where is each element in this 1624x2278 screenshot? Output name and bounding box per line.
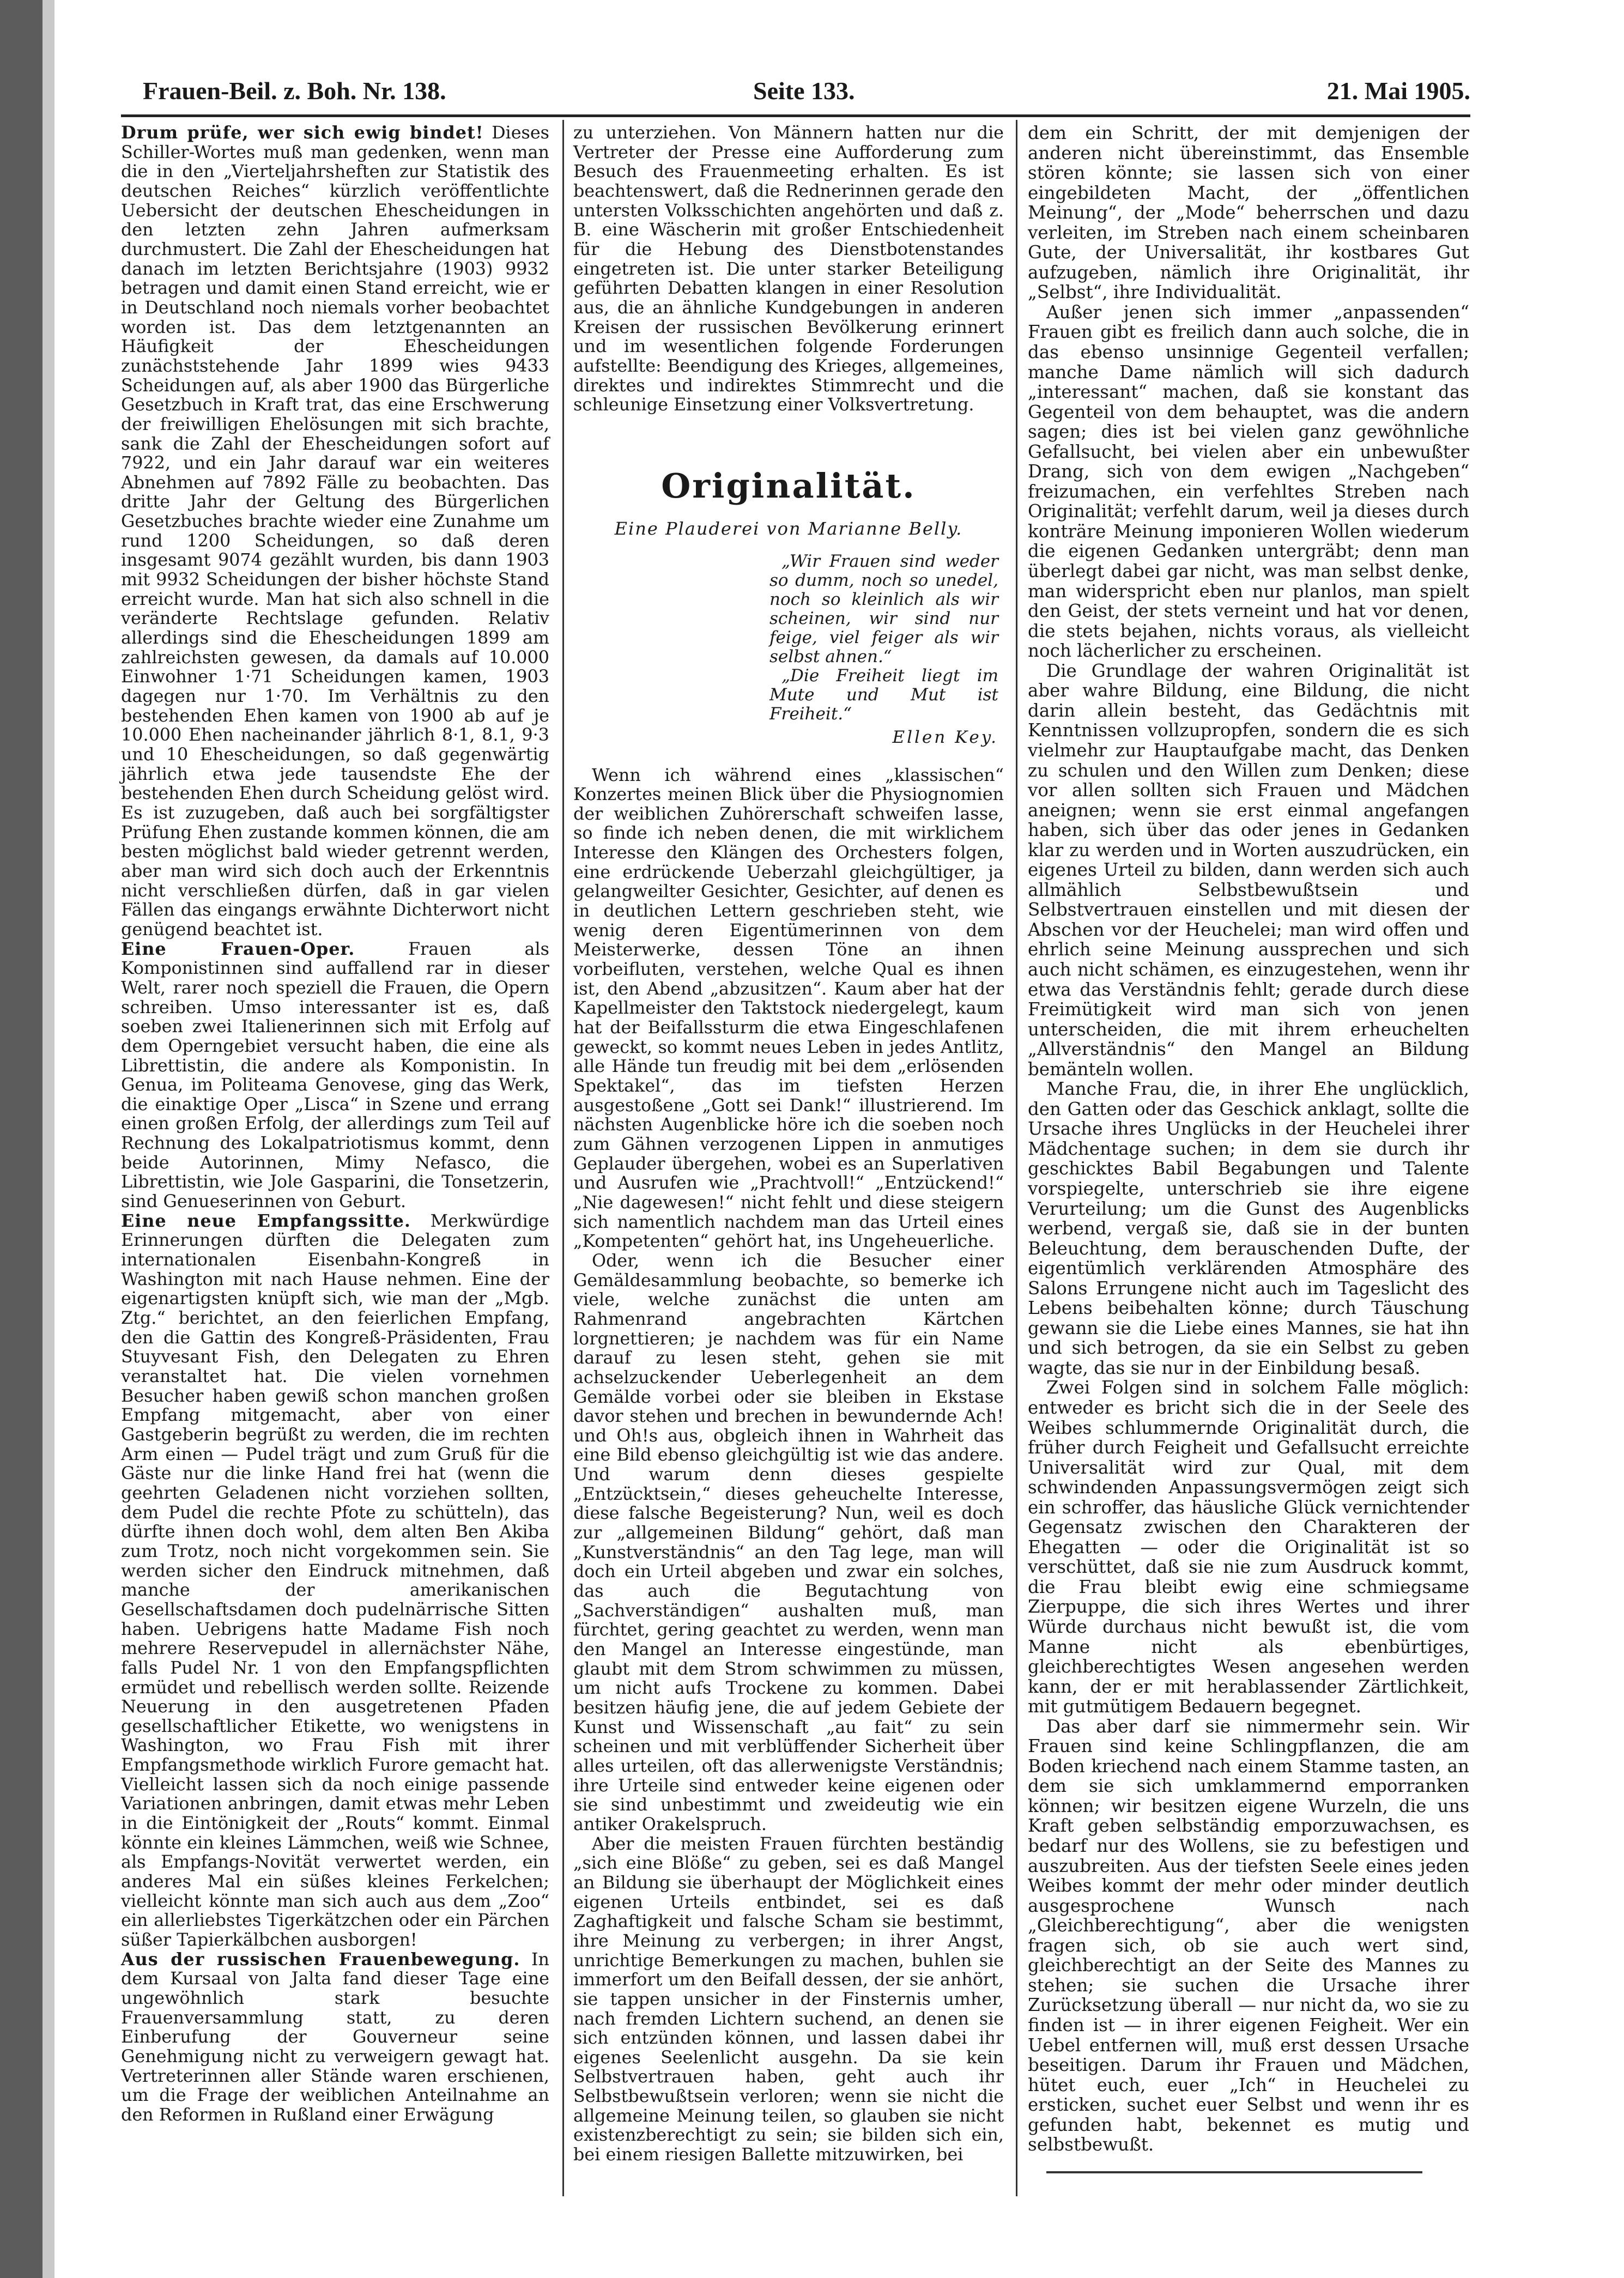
header-rule — [121, 114, 1470, 117]
article-heading: Eine Frauen-Oper. — [121, 938, 355, 959]
scan-edge-dark — [0, 0, 43, 2278]
page-header — [121, 76, 1470, 114]
paragraph: Das aber darf sie nimmermehr sein. Wir Frauen sind keine Schlingpflanzen, die am Boden kriechend nach einem Stamme tasten, an dem sie sich umklammernd emporranken können; wir besitzen eigene Wurzeln, die uns Kraft geben selbständig emporzuwachsen, es bedarf nur des Wollens, sie zu befestigen und auszubreiten. Aus der tiefsten Seele eines jeden Weibes kommt der mehr oder minder deutlich ausgesprochene Wunsch nach „Gleichberechtigung“, aber die wenigsten fragen sich, ob sie auch wert sind, gleichberechtigt an der Seite des Mannes zu stehen; sie suchen die Ursache ihrer Zurücksetzung überall — nur nicht da, wo sie zu finden ist — in ihrer eigenen Feigheit. Wer ein Uebel entfernen will, muß erst dessen Ursache beseitigen. Darum ihr Frauen und Mädchen, hütet euch, euer „Ich“ in Heuchelei zu ersticken, suchet euer Selbst und wenn ihr es gefunden habt, bekennet es mutig und selbstbewußt. — [1028, 1716, 1469, 2155]
paragraph: dem ein Schritt, der mit demjenigen der anderen nicht übereinstimmt, das Ensemble stören könnte; sie lassen sich von einer eingebildeten Macht, der „öffentlichen Meinung“, der „Mode“ beherrschen und dazu verleiten, im Streben nach einem scheinbaren Gute, der Universalität, ihr kostbares Gut aufzugeben, nämlich ihre Originalität, ihr „Selbst“, ihre Individualität. — [1028, 123, 1469, 303]
article-heading: Drum prüfe, wer sich ewig bindet! — [121, 123, 484, 143]
article-end-rule — [1046, 2171, 1422, 2173]
column-2 — [573, 123, 1004, 2165]
article-body: Frauen als Komponistinnen sind auffallend rar in dieser Welt, rarer noch speziell die Frauen, die Opern schreiben. Umso interessanter ist es, daß soeben zwei Italienerinnen sich mit Erfolg auf dem Operngebiet versucht haben, die eine als Librettistin, die andere als Komponistin. In Genua, im Politeama Genovese, ging das Werk, die einaktige Oper „Lisca“ in Szene und errang einen großen Erfolg, der allerdings zum Teil auf Rechnung des Lokalpatriotismus kommt, denn beide Autorinnen, Mimy Nefasco, die Librettistin, wie Jole Gasparini, die Tonsetzerin, sind Genueserinnen von Geburt. — [121, 938, 549, 1212]
article-body: In dem Kursaal von Jalta fand dieser Tage eine ungewöhnlich stark besuchte Frauenversammlung statt, zu deren Einberufung der Gouverneur seine Genehmigung nicht zu verweigern gewagt hat. Vertreterinnen aller Stände waren erschienen, um die Frage der weiblichen Anteilnahme an den Reformen in Rußland einer Erwägung — [121, 1949, 549, 2125]
feuilleton-subtitle: Eine Plauderei von Marianne Belly. — [614, 518, 963, 539]
epigraph — [769, 552, 998, 747]
article-russia — [121, 1950, 549, 2125]
epigraph-quote: „Die Freiheit liegt im Mute und Mut ist Freiheit.“ — [769, 665, 998, 724]
header-issue: Frauen-Beil. z. Boh. Nr. 138. — [143, 77, 446, 105]
paragraph: Manche Frau, die, in ihrer Ehe unglücklich, den Gatten oder das Geschick anklagt, sollte die Ursache ihres Unglücks in der Heuchelei ihrer Mädchentage suchen; in dem sie durch ihr geschicktes Babil Begabungen und Talente vorspiegelte, unterschrieb sie ihre eigene Verurteilung; um die Gunst des Augenblicks werbend, vergaß sie, daß sie in der bunten Beleuchtung, dem berauschenden Dufte, der eigentümlich verklärenden Atmosphäre des Salons Errungene nicht auch im Tageslicht des Lebens beibehalten könne; durch Täuschung gewann sie die Liebe eines Mannes, sie hat ihn und sich betrogen, da sie ein Selbst zu geben wagte, das sie nur in der Einbildung besaß. — [1028, 1079, 1469, 1378]
epigraph-quote: „Wir Frauen sind weder so dumm, noch so unedel, noch so kleinlich als wir scheinen, wir sind nur feige, viel feiger als wir selbst ahnen.“ — [769, 551, 998, 667]
paragraph: Die Grundlage der wahren Originalität ist aber wahre Bildung, eine Bildung, die nicht darin allein besteht, das Gedächtnis mit Kenntnissen vollzupropfen, sondern die es sich vielmehr zur Hauptaufgabe macht, das Denken zu schulen und den Willen zum Denken; diese vor allen sollten sich Frauen und Mädchen aneignen; wenn sie erst einmal angefangen haben, sich über das oder jenes in Gedanken klar zu werden und in Worten auszudrücken, ein eigenes Urteil zu bilden, dann werden sich auch allmählich Selbstbewußtsein und Selbstvertrauen einstellen und mit diesen der Abschen vor der Heuchelei; man wird offen und ehrlich seine Meinung aussprechen und sich auch nicht schämen, es einzugestehen, wenn ihr etwa das Verständnis fehlt; gerade durch diese Freimütigkeit wird man sich von jenen unterscheiden, die mit ihrem erheuchelten „Allverständnis“ den Mangel an Bildung bemänteln wollen. — [1028, 660, 1469, 1080]
scan-edge-light — [43, 0, 54, 2278]
column-divider-2 — [1016, 120, 1017, 2196]
article-opera — [121, 940, 549, 1211]
header-date: 21. Mai 1905. — [1326, 77, 1470, 105]
article-heading: Aus der russischen Frauenbewegung. — [121, 1949, 520, 1970]
article-reception — [121, 1211, 549, 1950]
paragraph: Aber die meisten Frauen fürchten beständig „sich eine Blöße“ zu geben, sei es daß Mangel an Bildung sie überhaupt der Möglichkeit eines eigenen Urteils entbindet, sei es daß Zaghaftigkeit und falsche Scham sie bestimmt, ihre Meinung zu verbergen; in ihrer Angst, unrichtige Bemerkungen zu machen, buhlen sie immerfort um den Beifall dessen, der sie anhört, sie tappen unsicher in der Finsternis umher, nach fremden Lichtern suchend, an denen sie sich entzünden können, und lassen dabei ihr eigenes Seelenlicht ausgehn. Da sie kein Selbstvertrauen haben, geht auch ihr Selbstbewußtsein verloren; wenn sie nicht die allgemeine Meinung teilen, so glauben sie nicht existenzberechtigt zu sein; sie bilden sich ein, bei einem riesigen Ballette mitzuwirken, bei — [573, 1833, 1004, 2165]
article-heading: Eine neue Empfangssitte. — [121, 1210, 411, 1231]
column-1 — [121, 123, 549, 2125]
feuilleton-title: Originalität. — [661, 465, 916, 506]
article-body: Merkwürdige Erinnerungen dürften die Delegaten zum internationalen Eisenbahn-Kongreß in Washington mit nach Hause nehmen. Eine der eigenartigsten knüpft sich, wie man der „Mgb. Ztg.“ berichtet, an den feierlichen Empfang, den die Gattin des Kongreß-Präsidenten, Frau Stuyvesant Fish, den Delegaten zu Ehren veranstaltet hat. Die vielen vornehmen Besucher haben gewiß schon manchen großen Empfang mitgemacht, aber von einer Gastgeberin begrüßt zu werden, die im rechten Arm einen — Pudel trägt und zum Gruß für die Gäste nur die linke Hand frei hat (wenn die geehrten Geladenen nicht vorziehen sollten, dem Pudel die rechte Pfote zu schütteln), das dürfte ihnen doch wohl, dem alten Ben Akiba zum Trotz, noch nicht vorgekommen sein. Sie werden sicher den Eindruck mitnehmen, daß manche der amerikanischen Gesellschaftsdamen doch pudelnärrische Sitten haben. Uebrigens hatte Madame Fish noch mehrere Reservepudel in allernächster Nähe, falls Pudel Nr. 1 von den Empfangspflichten ermüdet und rebellisch werden sollte. Reizende Neuerung in den ausgetretenen Pfaden gesellschaftlicher Etikette, wo wenigstens in Washington, wo Frau Fish mit ihrer Empfangsmethode wirklich Furore gemacht hat. Vielleicht lassen sich da noch einige passende Variationen anbringen, damit etwas mehr Leben in die Eintönigkeit der „Routs“ kommt. Einmal könnte ein kleines Lämmchen, weiß wie Schnee, als Empfangs-Novität verwertet werden, ein anderes Mal ein süßes kleines Ferkelchen; vielleicht könnte man sich auch aus dem „Zoo“ ein allerliebstes Tigerkätzchen oder ein Pärchen süßer Tapierkälbchen ausborgen! — [121, 1210, 549, 1950]
article-statistics — [121, 123, 549, 940]
paragraph: Außer jenen sich immer „anpassenden“ Frauen gibt es freilich dann auch solche, die in das ebenso unsinnige Gegenteil verfallen; manche Dame nämlich will sich dadurch „interessant“ machen, daß sie konstant das Gegenteil von dem behauptet, was die andern sagen; dies ist bei vielen ganz gewöhnliche Gefallsucht, bei vielen aber ein unbewußter Drang, sich von dem ewigen „Nachgeben“ freizumachen, ein verfehltes Streben nach Originalität; verfehlt darum, weil ja dieses durch konträre Meinung imponieren Wollen wiederum die eigenen Gedanken untergräbt; denn man überlegt dabei gar nicht, was man selbst denke, man widerspricht eben nur planlos, man spielt den Geist, der stets verneint und hat vor denen, die stets bejahen, nichts voraus, als vielleicht noch lächerlicher zu erscheinen. — [1028, 301, 1469, 662]
column-divider-1 — [562, 120, 564, 2196]
epigraph-author: Ellen Key. — [892, 727, 998, 747]
column-3 — [1028, 123, 1469, 2155]
paragraph: zu unterziehen. Von Männern hatten nur die Vertreter der Presse eine Aufforderung zum Besuch des Frauenmeeting erhalten. Es ist beachtenswert, daß die Rednerinnen gerade den untersten Volksschichten angehörten und daß z. B. eine Wäscherin mit großer Entschiedenheit für die Hebung des Dienstbotenstandes eingetreten ist. Die unter starker Beteiligung geführten Debatten klangen in einer Resolution aus, die an ähnliche Kundgebungen in anderen Kreisen der russischen Bevölkerung erinnert und im wesentlichen folgende Forderungen aufstellte: Beendigung des Krieges, allgemeines, direktes und indirektes Stimmrecht und die schleunige Einsetzung einer Volksvertretung. — [573, 123, 1004, 415]
newspaper-page — [121, 54, 1470, 2213]
paragraph: Zwei Folgen sind in solchem Falle möglich: entweder es bricht sich die in der Seele des Weibes schlummernde Originalität durch, die früher durch Feigheit und Gefallsucht erreichte Universalität wird zur Qual, mit dem schwindenden Anpassungsvermögen zeigt sich ein schroffer, das häusliche Glück vernichtender Gegensatz zwischen den Charakteren der Ehegatten — oder die Originalität ist so verschüttet, daß sie nie zum Ausdruck kommt, die Frau bleibt ewig eine schmiegsame Zierpuppe, die sich ihres Wertes und ihrer Würde durchaus nicht bewußt ist, die vom Manne nicht als ebenbürtiges, gleichberechtigtes Wesen angesehen werden kann, der er mit herablassender Zärtlichkeit, mit gutmütigem Bedauern begegnet. — [1028, 1377, 1469, 1717]
paragraph: Oder, wenn ich die Besucher einer Gemäldesammlung beobachte, so bemerke ich viele, welche zunächst die unten am Rahmenrand angebrachten Kärtchen lorgnettieren; je nachdem was für ein Name darauf zu lesen steht, gehen sie mit achselzuckender Ueberlegenheit an dem Gemälde vorbei oder sie bleiben in Ekstase davor stehen und brechen in bewundernde Ach! und Oh!s aus, obgleich ihnen in Wahrheit das eine Bild ebenso gleichgültig ist wie das andere. Und warum denn dieses gespielte „Entzücktsein,“ dieses geheuchelte Interesse, diese falsche Begeisterung? Nun, weil es doch zur „allgemeinen Bildung“ gehört, daß man „Kunstverständnis“ an den Tag lege, man will doch ein Urteil abgeben und zwar ein solches, das auch die Begutachtung von „Sachverständigen“ aushalten muß, man fürchtet, gering geachtet zu werden, wenn man den Mangel an Interesse eingestünde, man glaubt mit dem Strom schwimmen zu müssen, um nicht aufs Trockene zu kommen. Dabei besitzen häufig jene, die auf jedem Gebiete der Kunst und Wissenschaft „au fait“ zu sein scheinen und mit verblüffender Sicherheit über alles urteilen, oft das allerwenigste Verständnis; ihre Urteile sind entweder keine eigenen oder sie sind unbestimmt und zweideutig wie ein antiker Orakelspruch. — [573, 1250, 1004, 1834]
article-body: Dieses Schiller-Wortes muß man gedenken, wenn man die in den „Vierteljahrsheften zur Statistik des deutschen Reiches“ kürzlich veröffentlichte Uebersicht der deutschen Ehescheidungen in den letzten zehn Jahren aufmerksam durchmustert. Die Zahl der Ehescheidungen hat danach im letzten Berichtsjahre (1903) 9932 betragen und damit einen Stand erreicht, wie er in Deutschland noch niemals vorher beobachtet worden ist. Das dem letztgenannten an Häufigkeit der Ehescheidungen zunächststehende Jahr 1899 wies 9433 Scheidungen auf, als aber 1900 das Bürgerliche Gesetzbuch in Kraft trat, das eine Erschwerung der freiwilligen Ehelösungen mit sich brachte, sank die Zahl der Ehescheidungen sofort auf 7922, und ein Jahr darauf war ein weiteres Abnehmen auf 7892 Fälle zu beobachten. Das dritte Jahr der Geltung des Bürgerlichen Gesetzbuches brachte wieder eine Zunahme um rund 1200 Scheidungen, so daß deren insgesamt 9074 gezählt wurden, bis dann 1903 mit 9932 Scheidungen der bisher höchste Stand erreicht wurde. Man hat sich also schnell in die veränderte Rechtslage gefunden. Relativ allerdings sind die Ehescheidungen 1899 am zahlreichsten gewesen, da damals auf 10.000 Einwohner 1·71 Scheidungen kamen, 1903 dagegen nur 1·70. Im Verhältnis zu den bestehenden Ehen kamen von 1900 ab auf je 10.000 Ehen nacheinander jährlich 8·1, 8.1, 9·3 und 10 Ehescheidungen, so daß gegenwärtig jährlich etwa jede tausendste Ehe der bestehenden Ehen durch Scheidung gelöst wird. Es ist zuzugeben, daß auch bei sorgfältigster Prüfung Ehen zustande kommen können, die am besten möglichst bald wieder getrennt werden, aber man wird sich doch auch der Erkenntnis nicht verschließen dürfen, daß in gar vielen Fällen das eingangs erwähnte Dichterwort nicht genügend beachtet ist. — [121, 123, 549, 940]
header-page-number: Seite 133. — [753, 77, 855, 105]
paragraph: Wenn ich während eines „klassischen“ Konzertes meinen Blick über die Physiognomien der weiblichen Zuhörerschaft schweifen lasse, so finde ich neben denen, die mit wirklichem Interesse den Klängen des Orchesters folgen, eine erdrückende Ueberzahl gleichgültiger, ja gelangweilter Gesichter, Gesichter, auf denen es in deutlichen Lettern geschrieben steht, wie wenig deren Eigentümerinnen von dem Meisterwerke, dessen Töne an ihnen vorbeifluten, verstehen, welche Qual es ihnen ist, den Abend „abzusitzen“. Kaum aber hat der Kapellmeister den Taktstock niedergelegt, kaum hat der Beifallssturm die etwa Eingeschlafenen geweckt, so kommt neues Leben in jedes Antlitz, alle Hände tun freudig mit bei dem „erlösenden Spektakel“, das im tiefsten Herzen ausgestoßene „Gott sei Dank!“ illustrierend. Im nächsten Augenblicke höre ich die soeben noch zum Gähnen verzogenen Lippen in anmutiges Geplauder übergehen, wobei es an Superlativen und Ausrufen wie „Prachtvoll!“ „Entzückend!“ „Nie dagewesen!“ nicht fehlt und diese steigern sich namentlich nachdem man das Urteil eines „Kompetenten“ gehört hat, ins Ungeheuerliche. — [573, 765, 1004, 1252]
